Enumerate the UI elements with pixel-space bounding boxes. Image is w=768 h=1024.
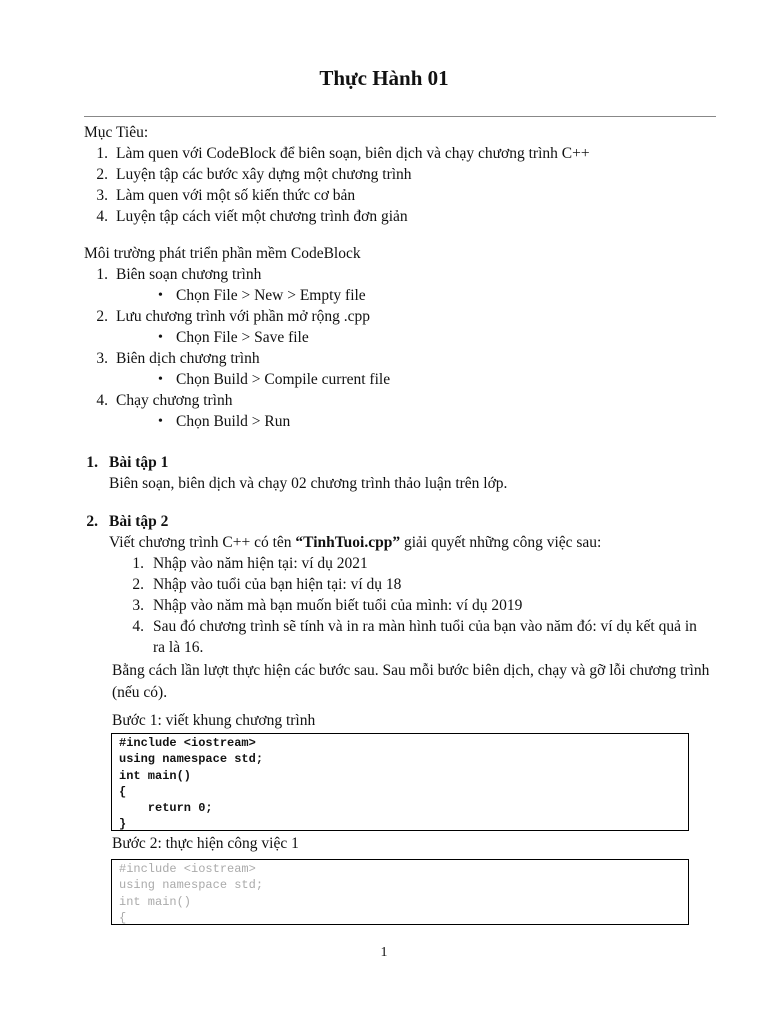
environment-step: 2. Lưu chương trình với phần mở rộng .cpp <box>96 308 371 325</box>
exercise2-heading: 2. Bài tập 2 <box>86 513 169 530</box>
environment-substep: • Chọn File > Save file <box>84 327 716 348</box>
step1-code-block: #include <iostream> using namespace std; int main() { return 0; } <box>111 733 689 831</box>
environment-step: 3. Biên dịch chương trình <box>96 350 260 367</box>
exercise2-instructions: Bằng cách lần lượt thực hiện các bước sau. Sau mỗi bước biên dịch, chạy và gỡ lỗi chương trình (nếu có). <box>112 662 710 701</box>
environment-section <box>84 243 716 432</box>
environment-step: 4. Chạy chương trình <box>96 392 233 409</box>
environment-heading: Môi trường phát triển phần mềm CodeBlock <box>84 245 361 262</box>
exercise1-text: Biên soạn, biên dịch và chạy 02 chương trình thảo luận trên lớp. <box>109 475 508 492</box>
task-item: 2. Nhập vào tuổi của bạn hiện tại: ví dụ 18 <box>132 576 402 593</box>
page-title: Thực Hành 01 <box>319 66 449 90</box>
title-divider <box>84 116 716 117</box>
exercise1-section <box>84 452 716 494</box>
environment-substep: • Chọn Build > Run <box>84 411 716 432</box>
exercise2-section <box>84 511 716 731</box>
objective-item: 1. Làm quen với CodeBlock để biên soạn, biên dịch và chạy chương trình C++ <box>96 145 590 162</box>
objective-item: 4. Luyện tập cách viết một chương trình đơn giản <box>96 208 408 225</box>
task-item: 1. Nhập vào năm hiện tại: ví dụ 2021 <box>132 555 368 572</box>
task-item: 4. Sau đó chương trình sẽ tính và in ra màn hình tuổi của bạn vào năm đó: ví dụ kết quả in ra là 16. <box>132 618 697 656</box>
environment-steps <box>84 264 716 432</box>
step1-label: Bước 1: viết khung chương trình <box>112 712 316 729</box>
environment-substep: • Chọn File > New > Empty file <box>84 285 716 306</box>
objectives-section <box>84 122 716 227</box>
step2-label: Bước 2: thực hiện công việc 1 <box>112 835 299 852</box>
task-item: 3. Nhập vào năm mà bạn muốn biết tuổi của mình: ví dụ 2019 <box>132 597 523 614</box>
objective-item: 3. Làm quen với một số kiến thức cơ bản <box>96 187 356 204</box>
page-number: 1 <box>380 945 388 960</box>
objectives-list <box>84 143 716 227</box>
exercise2-intro: Viết chương trình C++ có tên “TinhTuoi.cpp” giải quyết những công việc sau: <box>109 534 602 551</box>
objective-item: 2. Luyện tập các bước xây dựng một chương trình <box>96 166 412 183</box>
exercise2-tasks <box>84 553 716 658</box>
objectives-heading: Mục Tiêu: <box>84 124 149 141</box>
exercise1-heading: 1. Bài tập 1 <box>86 454 169 471</box>
step2-code-block: #include <iostream> using namespace std; int main() { <box>111 859 689 925</box>
environment-step: 1. Biên soạn chương trình <box>96 266 262 283</box>
environment-substep: • Chọn Build > Compile current file <box>84 369 716 390</box>
